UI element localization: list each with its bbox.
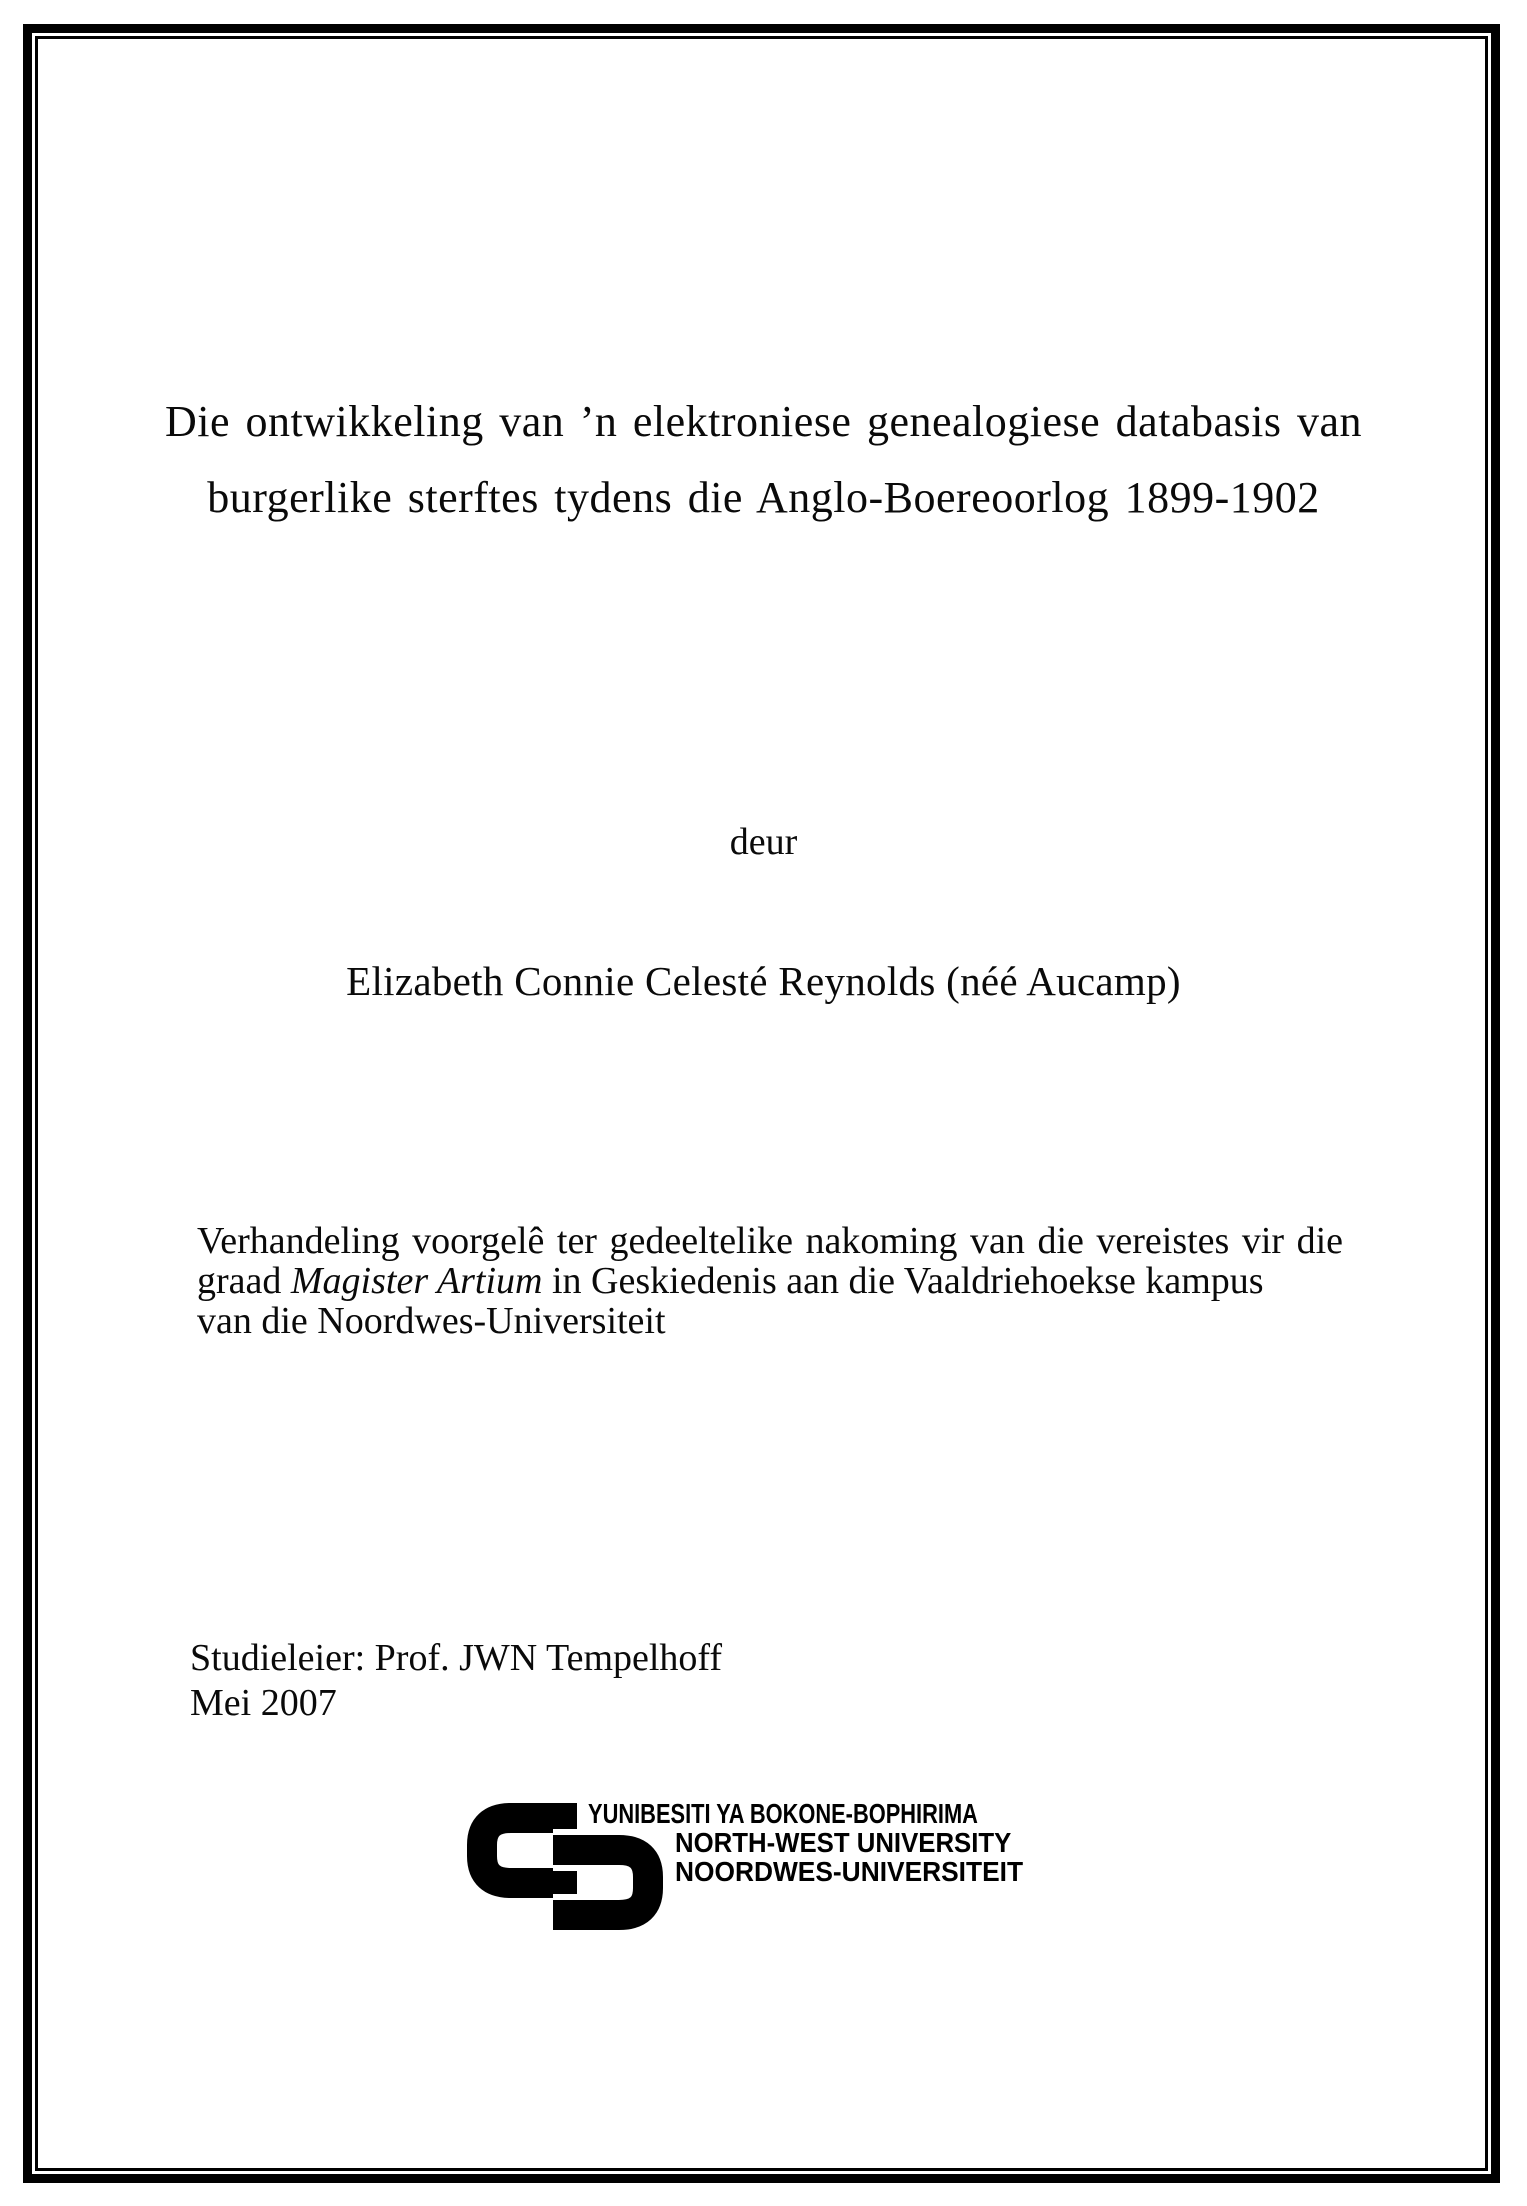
- thesis-title-line2: burgerlike sterftes tydens die Anglo-Boereoorlog 1899-1902: [207, 473, 1320, 522]
- submission-line1: Verhandeling voorgelê ter gedeeltelike nakoming van die vereistes vir die: [197, 1220, 1343, 1262]
- submission-line2-suffix: in Geskiedenis aan die Vaaldriehoekse kampus: [542, 1260, 1264, 1302]
- logo-text-setswana: YUNIBESITI YA BOKONE-BOPHIRIMA: [588, 1798, 978, 1829]
- supervisor-line: Studieleier: Prof. JWN Tempelhoff: [190, 1637, 723, 1679]
- university-logo-text: [588, 1799, 1088, 1886]
- university-logo: [467, 1799, 1087, 1939]
- degree-name: Magister Artium: [290, 1260, 543, 1302]
- byline-label: deur: [729, 821, 798, 863]
- submission-line3: van die Noordwes-Universiteit: [197, 1300, 666, 1342]
- author-name: Elizabeth Connie Celesté Reynolds (néé Aucamp): [346, 958, 1181, 1004]
- submission-statement: [197, 1221, 1343, 1341]
- date-line: Mei 2007: [190, 1682, 337, 1724]
- supervisor-block: [190, 1636, 722, 1726]
- thesis-title-line1: Die ontwikkeling van ’n elektroniese genealogiese databasis van: [164, 397, 1362, 446]
- logo-text-afrikaans: NOORDWES-UNIVERSITEIT: [675, 1856, 1024, 1887]
- thesis-title: [60, 384, 1467, 536]
- submission-line2: [197, 1261, 1343, 1301]
- submission-line2-prefix: graad: [197, 1260, 291, 1302]
- logo-text-english: NORTH-WEST UNIVERSITY: [675, 1827, 1012, 1858]
